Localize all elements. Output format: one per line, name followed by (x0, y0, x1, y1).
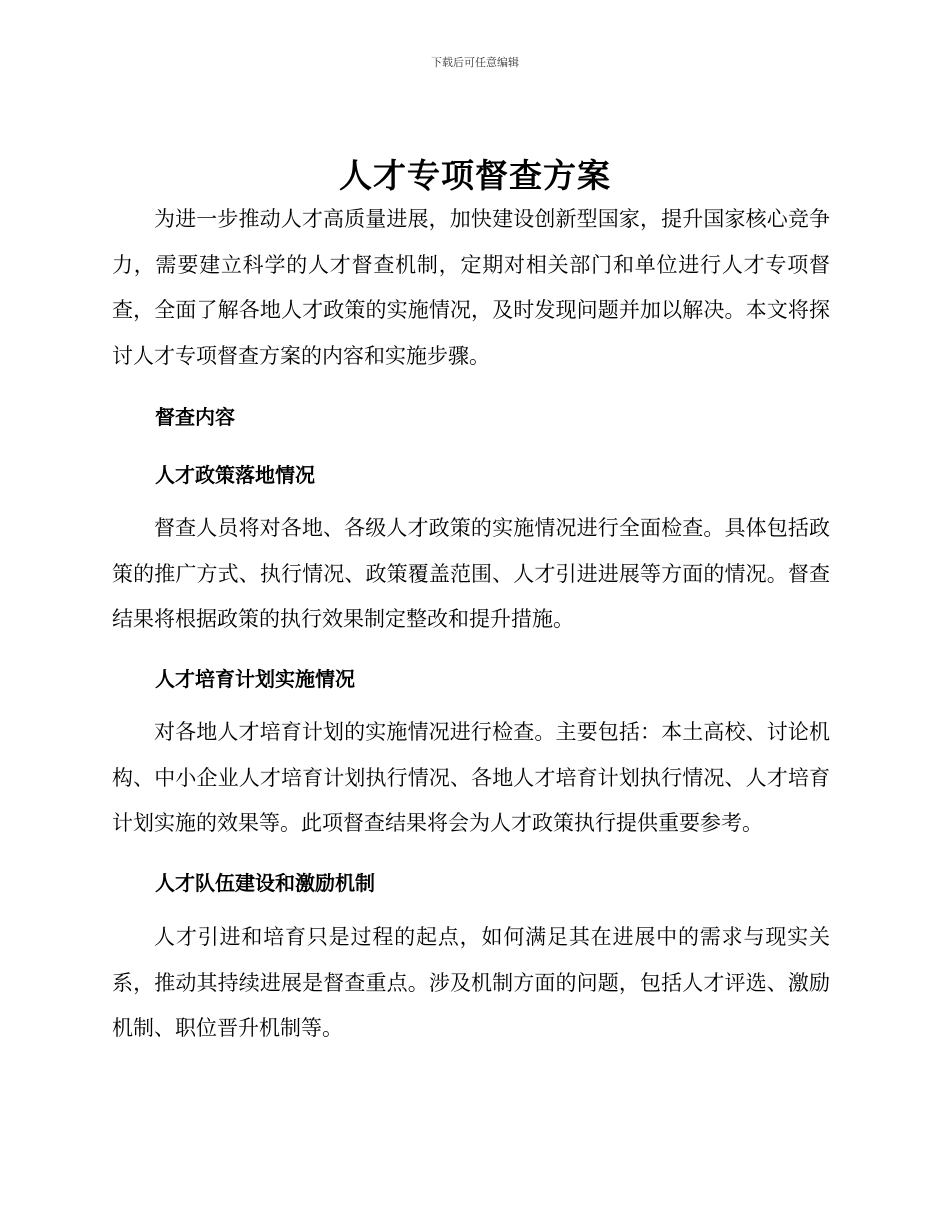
subsection-body-policy: 督查人员将对各地、各级人才政策的实施情况进行全面检查。具体包括政策的推广方式、执行情况、政策覆盖范围、人才引进进展等方面的情况。督查结果将根据政策的执行效果制定整改和提升措施。 (112, 516, 830, 631)
section-heading: 督查内容 (155, 405, 235, 429)
subsection-heading-training: 人才培育计划实施情况 (155, 667, 355, 691)
page-header-note: 下载后可任意编辑 (431, 56, 519, 69)
subsection-heading-policy: 人才政策落地情况 (155, 463, 315, 487)
subsection-body-incentive: 人才引进和培育只是过程的起点，如何满足其在进展中的需求与现实关系，推动其持续进展是督查重点。涉及机制方面的问题，包括人才评选、激励机制、职位晋升机制等。 (112, 925, 830, 1040)
intro-paragraph: 为进一步推动人才高质量进展，加快建设创新型国家，提升国家核心竞争力，需要建立科学的人才督查机制，定期对相关部门和单位进行人才专项督查，全面了解各地人才政策的实施情况，及时发现问题并加以解决。本文将探讨人才专项督查方案的内容和实施步骤。 (112, 207, 830, 368)
subsection-body-training: 对各地人才培育计划的实施情况进行检查。主要包括：本土高校、讨论机构、中小企业人才培育计划执行情况、各地人才培育计划执行情况、人才培育计划实施的效果等。此项督查结果将会为人才政策执行提供重要参考。 (112, 720, 830, 835)
document-title: 人才专项督查方案 (339, 156, 611, 195)
subsection-heading-incentive: 人才队伍建设和激励机制 (155, 871, 375, 895)
